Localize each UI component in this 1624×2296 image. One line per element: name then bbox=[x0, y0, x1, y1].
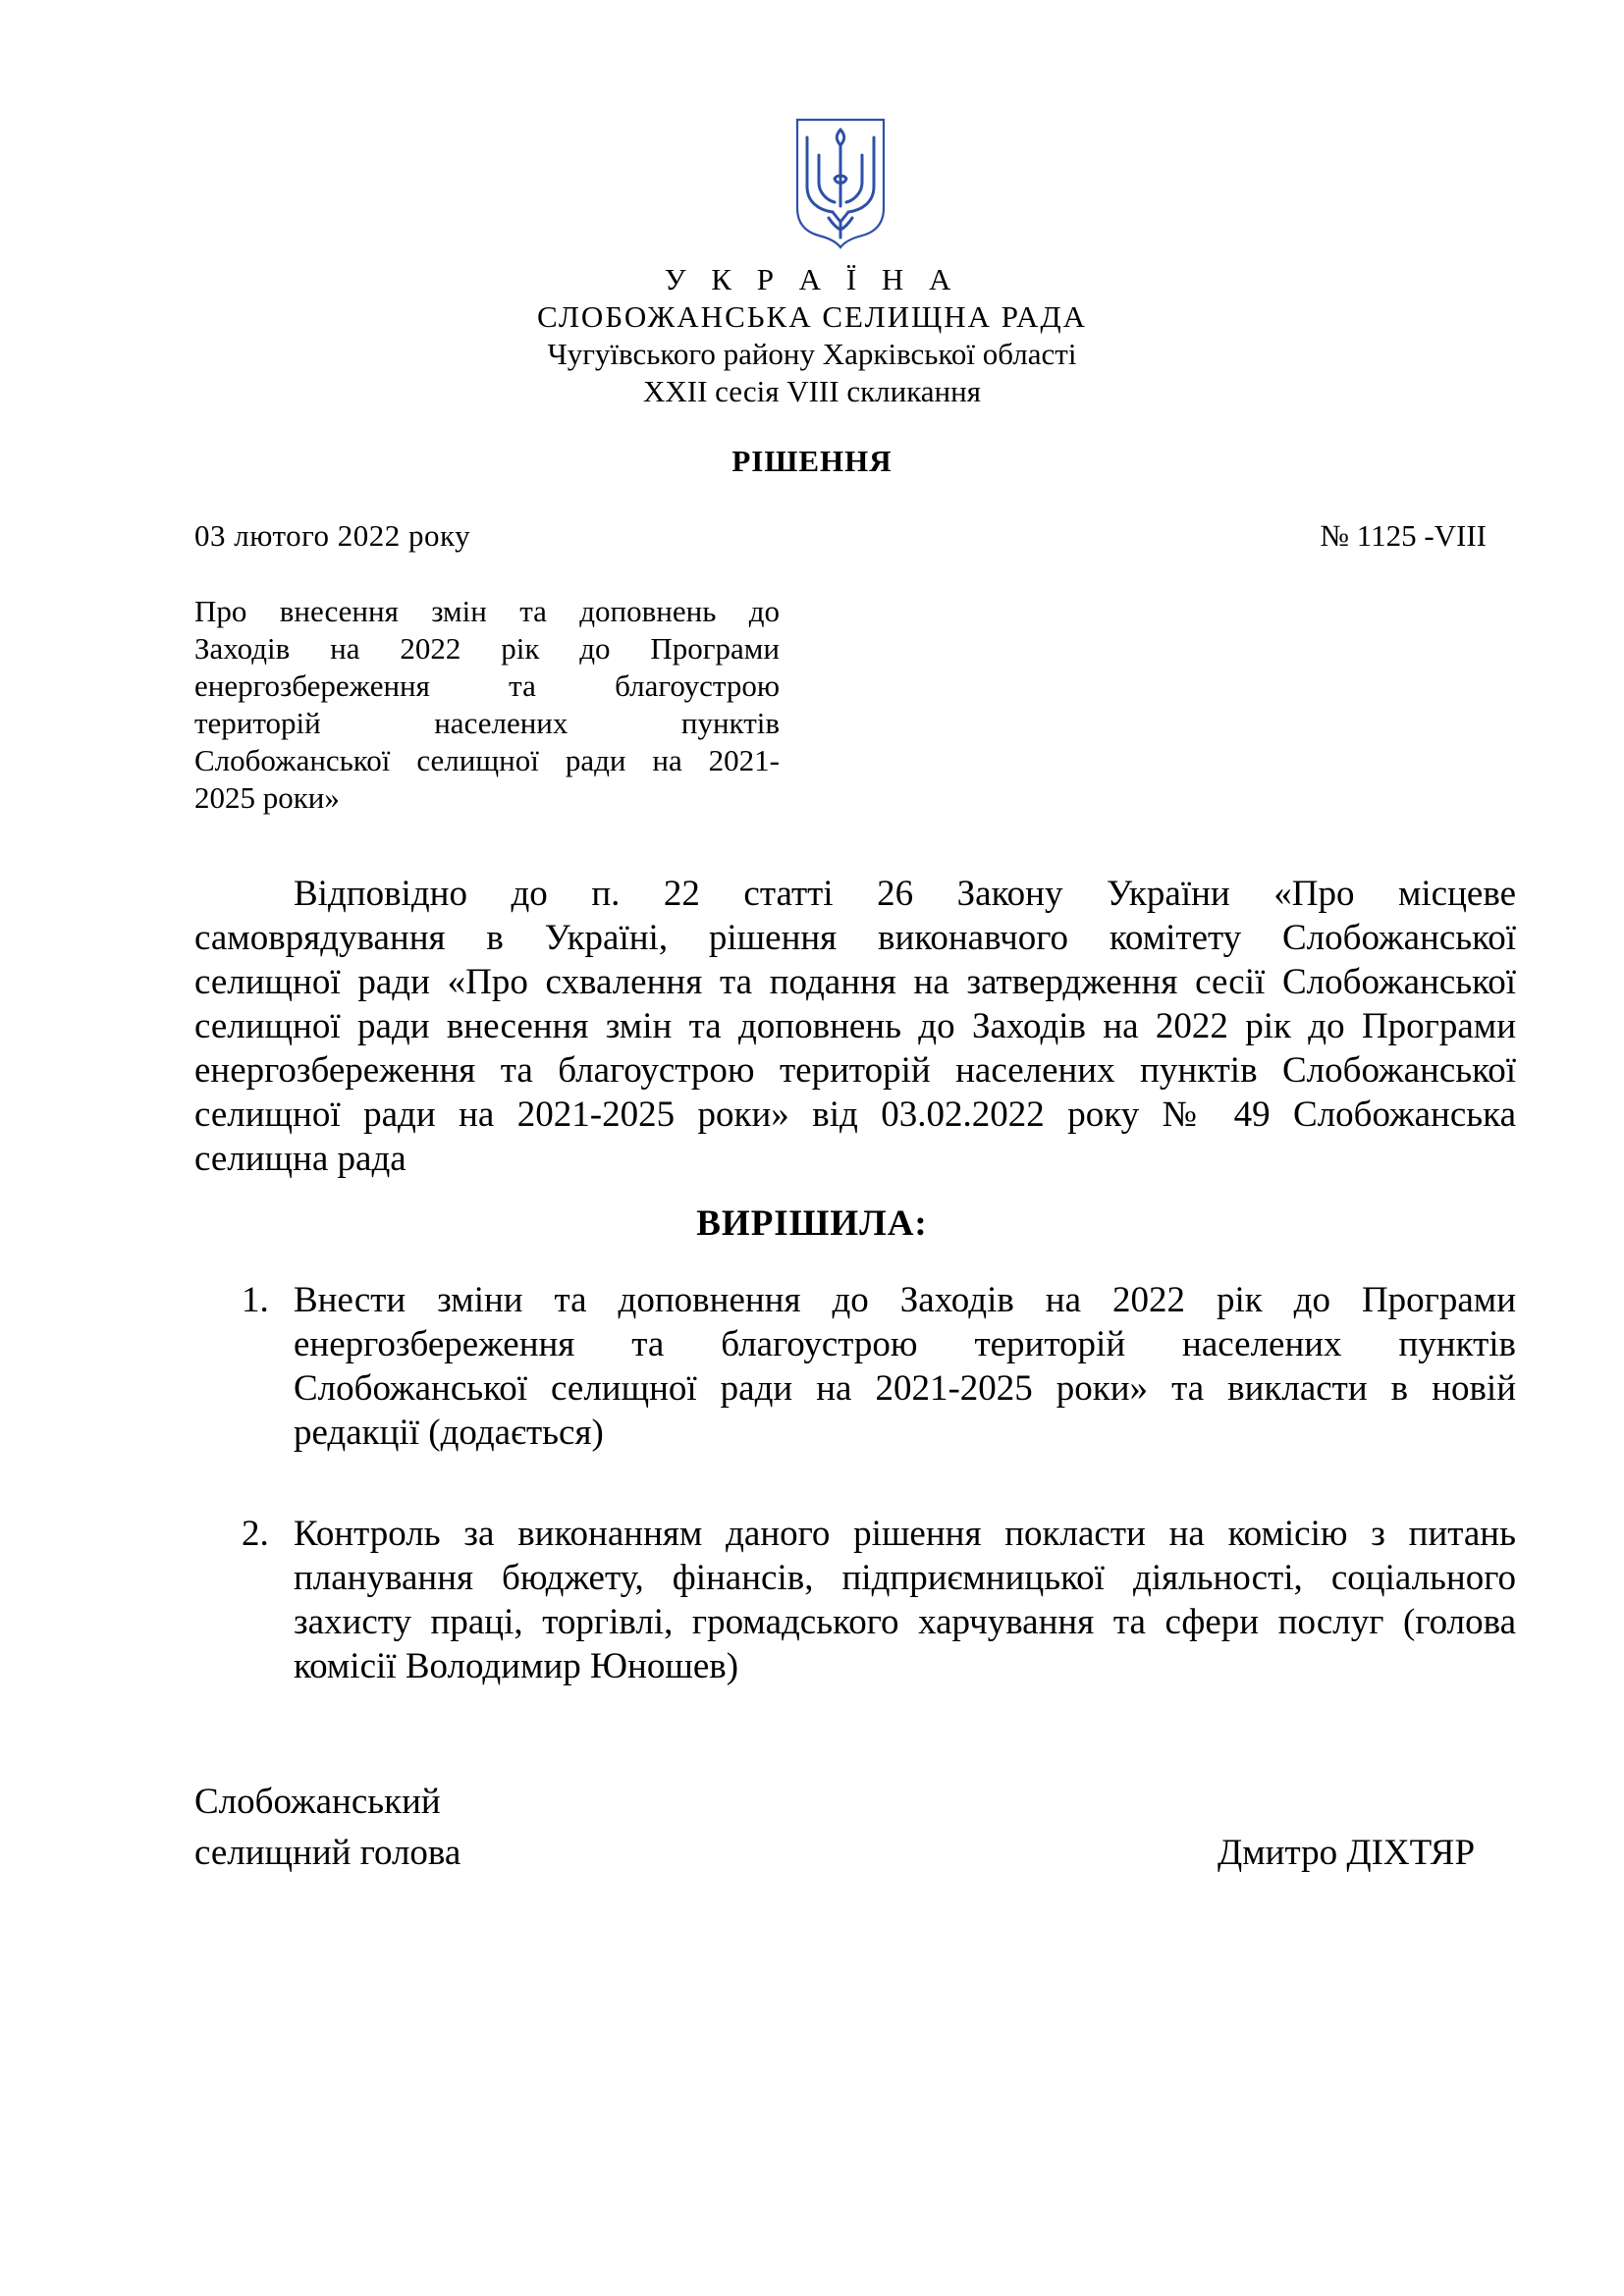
signatory-title-line2: селищний голова bbox=[194, 1833, 461, 1873]
coat-of-arms-icon bbox=[793, 116, 888, 249]
item-number: 1. bbox=[242, 1280, 269, 1320]
item-text bbox=[294, 1512, 1516, 1688]
item-line: Слобожанської селищної ради на 2021-2025 роки» та викласти в новій bbox=[294, 1368, 1516, 1409]
item-number: 2. bbox=[242, 1514, 269, 1554]
signatory-name: Дмитро ДІХТЯР bbox=[1218, 1833, 1476, 1873]
subject-line: енергозбереження та благоустрою bbox=[194, 668, 780, 703]
preamble-line: енергозбереження та благоустрою територій населених пунктів Слобожанської bbox=[194, 1050, 1516, 1091]
preamble-paragraph bbox=[194, 872, 1516, 1181]
item-line: Внести зміни та доповнення до Заходів на 2022 рік до Програми bbox=[294, 1280, 1516, 1320]
decision-subject bbox=[194, 593, 780, 817]
item-line: планування бюджету, фінансів, підприємницької діяльності, соціального bbox=[294, 1558, 1516, 1598]
item-text bbox=[294, 1278, 1516, 1455]
district-name: Чугуївського району Харківської області bbox=[547, 337, 1077, 371]
item-line: редакції (додається) bbox=[294, 1413, 604, 1453]
council-name: СЛОБОЖАНСЬКА СЕЛИЩНА РАДА bbox=[537, 299, 1087, 334]
preamble-line: селищної ради на 2021-2025 роки» від 03.02.2022 року № 49 Слобожанська bbox=[194, 1095, 1516, 1135]
subject-line: територій населених пунктів bbox=[194, 706, 780, 740]
subject-line: 2025 роки» bbox=[194, 780, 340, 815]
item-line: Контроль за виконанням даного рішення покласти на комісію з питань bbox=[294, 1514, 1516, 1554]
preamble-line: селищна рада bbox=[194, 1139, 406, 1179]
preamble-line: селищної ради «Про схвалення та подання на затвердження сесії Слобожанської bbox=[194, 962, 1516, 1002]
preamble-line: селищної ради внесення змін та доповнень до Заходів на 2022 рік до Програми bbox=[194, 1006, 1516, 1046]
country-name: У К Р А Ї Н А bbox=[664, 262, 960, 296]
signatory-title-line1: Слобожанський bbox=[194, 1782, 441, 1822]
session-name: XXII сесія VIII скликання bbox=[643, 374, 981, 408]
subject-line: Про внесення змін та доповнень до bbox=[194, 594, 780, 628]
decision-number: № 1125 -VIII bbox=[1320, 518, 1487, 553]
preamble-line: Відповідно до п. 22 статті 26 Закону України «Про місцеве bbox=[294, 874, 1516, 914]
item-line: енергозбереження та благоустрою територій населених пунктів bbox=[294, 1324, 1516, 1364]
subject-line: Заходів на 2022 рік до Програми bbox=[194, 631, 780, 666]
subject-line: Слобожанської селищної ради на 2021- bbox=[194, 743, 780, 777]
preamble-line: самоврядування в Україні, рішення виконавчого комітету Слобожанської bbox=[194, 918, 1516, 958]
decision-date: 03 лютого 2022 року bbox=[194, 518, 471, 553]
document-title: РІШЕННЯ bbox=[731, 444, 893, 478]
item-line: захисту праці, торгівлі, громадського харчування та сфери послуг (голова bbox=[294, 1602, 1516, 1642]
resolved-heading: ВИРІШИЛА: bbox=[696, 1203, 928, 1244]
item-line: комісії Володимир Юношев) bbox=[294, 1646, 739, 1686]
